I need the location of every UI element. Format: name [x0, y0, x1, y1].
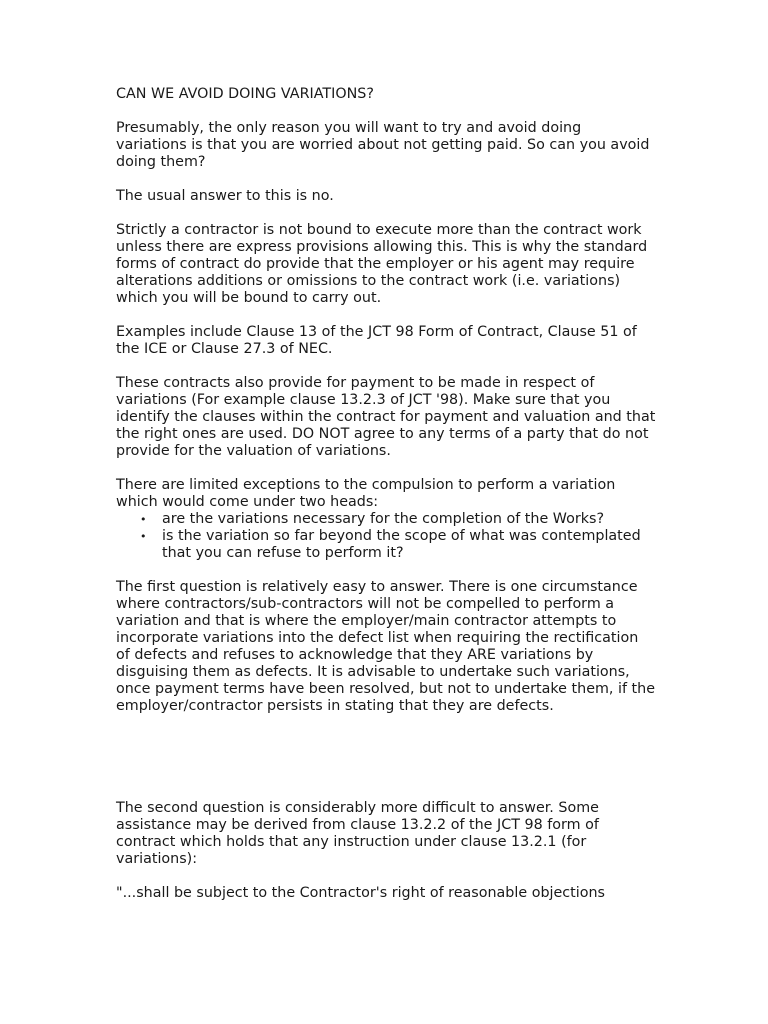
list-item-text: are the variations necessary for the completion of the Works?	[162, 511, 605, 527]
exceptions-list	[116, 511, 656, 562]
list-item	[140, 528, 656, 562]
paragraph-exceptions-intro: There are limited exceptions to the compulsion to perform a variation which would come under two heads:	[116, 477, 616, 510]
paragraph-presumably: Presumably, the only reason you will want to try and avoid doing variations is that you are worried about not getting paid. So can you avoid doing them?	[116, 120, 650, 170]
document-body	[116, 86, 656, 919]
list-item	[140, 511, 656, 528]
paragraph-usual-answer: The usual answer to this is no.	[116, 188, 334, 204]
paragraph-strictly: Strictly a contractor is not bound to execute more than the contract work unless there are express provisions allowing this. This is why the standard forms of contract do provide that the employer or his agent may require alterations additions or omissions to the contract work (i.e. variations) which you will be bound to carry out.	[116, 222, 648, 306]
bullet-icon: •	[140, 513, 147, 526]
paragraph-second-question: The second question is considerably more difficult to answer. Some assistance may be derived from clause 13.2.2 of the JCT 98 form of contract which holds that any instruction under clause 13.2.1 (for variations):	[116, 800, 599, 867]
paragraph-payment: These contracts also provide for payment to be made in respect of variations (For example clause 13.2.3 of JCT '98). Make sure that you identify the clauses within the contract for payment and valuation and that the right ones are used. DO NOT agree to any terms of a party that do not provide for the valuation of variations.	[116, 375, 656, 459]
paragraph-quote: "...shall be subject to the Contractor's right of reasonable objections	[116, 885, 605, 901]
list-item-text: is the variation so far beyond the scope of what was contemplated that you can refuse to perform it?	[162, 528, 641, 561]
document-title: CAN WE AVOID DOING VARIATIONS?	[116, 86, 374, 102]
paragraph-examples: Examples include Clause 13 of the JCT 98 Form of Contract, Clause 51 of the ICE or Clause 27.3 of NEC.	[116, 324, 637, 357]
blank-spacer	[116, 732, 656, 800]
bullet-icon: •	[140, 530, 147, 543]
paragraph-first-question: The first question is relatively easy to answer. There is one circumstance where contractors/sub-contractors will not be compelled to perform a variation and that is where the employer/main contractor attempts to incorporate variations into the defect list when requiring the rectification of defects and refuses to acknowledge that they ARE variations by disguising them as defects. It is advisable to undertake such variations, once payment terms have been resolved, but not to undertake them, if the employer/contractor persists in stating that they are defects.	[116, 579, 656, 714]
